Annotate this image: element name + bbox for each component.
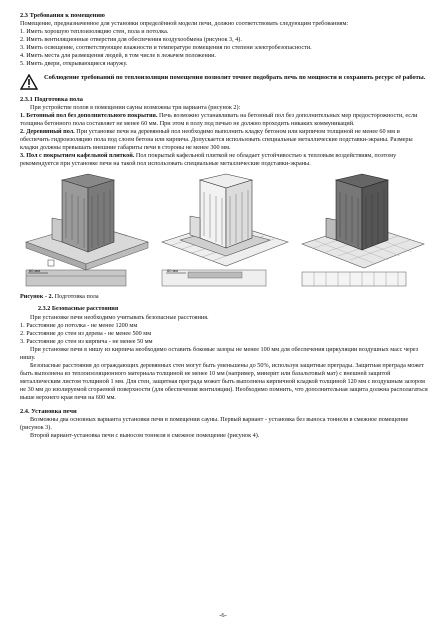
floor-option-text: Пол покрытый кафельной плиткой не обладает устойчивостью к тепловым воздействиям, поэтому рекомендуется при установке печи на такой пол использовать специальные металлические подставки-экраны. bbox=[20, 152, 397, 167]
stove-on-tile-floor-illustration bbox=[300, 172, 426, 290]
floor-option-label: 3. Пол с покрытием кафельной плиткой. bbox=[20, 152, 135, 159]
page-number: -6- bbox=[219, 612, 227, 619]
installation-paragraph: Второй вариант-установка печи с выносом тоннеля в смежное помещение (рисунок 4). bbox=[30, 432, 260, 439]
floor-option-tile bbox=[20, 152, 428, 168]
section-title-safe-distances: 2.3.2 Безопасные расстояния bbox=[38, 305, 119, 312]
warning-note bbox=[20, 74, 428, 90]
thickness-label: 60 мм bbox=[29, 268, 41, 273]
section-title-floor: 2.3.1 Подготовка пола bbox=[20, 96, 83, 103]
protective-barrier-paragraph: Безопасные расстояния до ограждающих деревянных стен могут быть уменьшены до 50%, используя защитные преграды. Защитная преграда может быть выполнена из теплоизоляционного материала толщиной не менее 10 мм (например, минерит или базальтовый мат) с внешней защитой металлическим листом толщиной 1 мм. Для стен, защитная преграда может быть выполнена кирпичной кладкой толщиной 120 мм с воздушным зазором не 30 мм до изолируемой сгораемой поверхности (для обеспечения вентиляции). Необходимо помнить, что дополнительная защита должна располагаться выше верхнего края печи на 600 мм. bbox=[20, 362, 428, 401]
floor-option-label: 1. Бетонный пол без дополнительного покрытия. bbox=[20, 112, 158, 119]
stove-on-concrete-illustration bbox=[22, 172, 150, 290]
distance-item: 1. Расстояние до потолка - не менее 1200 мм bbox=[20, 322, 138, 329]
floor-option-wood bbox=[20, 128, 428, 152]
installation-paragraph: Возможны два основных варианта установки печи в помещении сауны. Первый вариант - установка без выноса тоннеля в смежное помещение (рисунок 3). bbox=[20, 416, 409, 431]
figure-caption-text: Подготовка пола bbox=[53, 293, 99, 300]
figure-caption bbox=[20, 293, 428, 301]
niche-paragraph: При установке печи в нишу из кирпича необходимо оставить боковые зазоры не менее 100 мм для обеспечения циркуляции воздушных масс через нишу. bbox=[20, 346, 419, 361]
figure-floor-preparation bbox=[20, 172, 428, 290]
document-page bbox=[20, 12, 428, 440]
requirement-item: 5. Иметь двери, открывающиеся наружу. bbox=[20, 60, 128, 67]
requirement-item: 4. Иметь места для размещения людей, в том числе в лежачем положении. bbox=[20, 52, 216, 59]
safe-distances-intro: При установке печи необходимо учитывать безопасные расстояния. bbox=[30, 314, 209, 321]
warning-triangle-icon bbox=[20, 74, 38, 90]
figure-caption-label: Рисунок - 2. bbox=[20, 293, 54, 300]
floor-option-concrete bbox=[20, 112, 428, 128]
section-title-installation: 2.4. Установка печи bbox=[20, 408, 77, 415]
requirement-item: 1. Иметь хорошую теплоизоляцию стен, пола и потолка. bbox=[20, 28, 169, 35]
floor-option-label: 2. Деревянный пол. bbox=[20, 128, 75, 135]
warning-text: Соблюдение требований по теплоизоляции помещения позволит точнее подобрать печь по мощности и сохранить ресурс её работы. bbox=[44, 74, 426, 81]
requirement-item: 2. Иметь вентиляционные отверстия для обеспечения воздухообмена (рисунок 3, 4). bbox=[20, 36, 242, 43]
thickness-label: 60 мм bbox=[167, 268, 179, 273]
distance-item: 3. Расстояние до стен из кирпича - не менее 50 мм bbox=[20, 338, 153, 345]
stove-on-wood-floor-illustration bbox=[160, 172, 290, 290]
distance-item: 2. Расстояние до стен из дерева - не менее 500 мм bbox=[20, 330, 152, 337]
floor-intro: При устройстве полов в помещении сауны возможны три варианта (рисунок 2): bbox=[30, 104, 241, 111]
requirement-item: 3. Иметь освещение, соответствующее влажности и температуре помещения по степени электробезопасности. bbox=[20, 44, 312, 51]
floor-option-text: Печь возможно устанавливать на бетонный пол без дополнительных мер предосторожности, если толщина бетонного пола составляет не менее 60 мм. При этом в полу под печью не должно проходить никаких коммуникаций. bbox=[20, 112, 418, 127]
floor-option-text: При установке печи на деревянный пол необходимо выполнить кладку бетоном или кирпичом толщиной не менее 60 мм и обеспечить гидроизоляцию пола под слоем бетона или кирпича. Допускается использовать специальные металлические подставки-экраны. Размеры кладки должны превышать внешние габариты печи в стороны не менее 300 мм. bbox=[20, 128, 413, 151]
section-title-requirements: 2.3 Требования к помещению bbox=[20, 12, 105, 19]
requirements-intro: Помещение, предназначенное для установки определённой модели печи, должно соответствовать следующим требованиям: bbox=[20, 20, 349, 27]
